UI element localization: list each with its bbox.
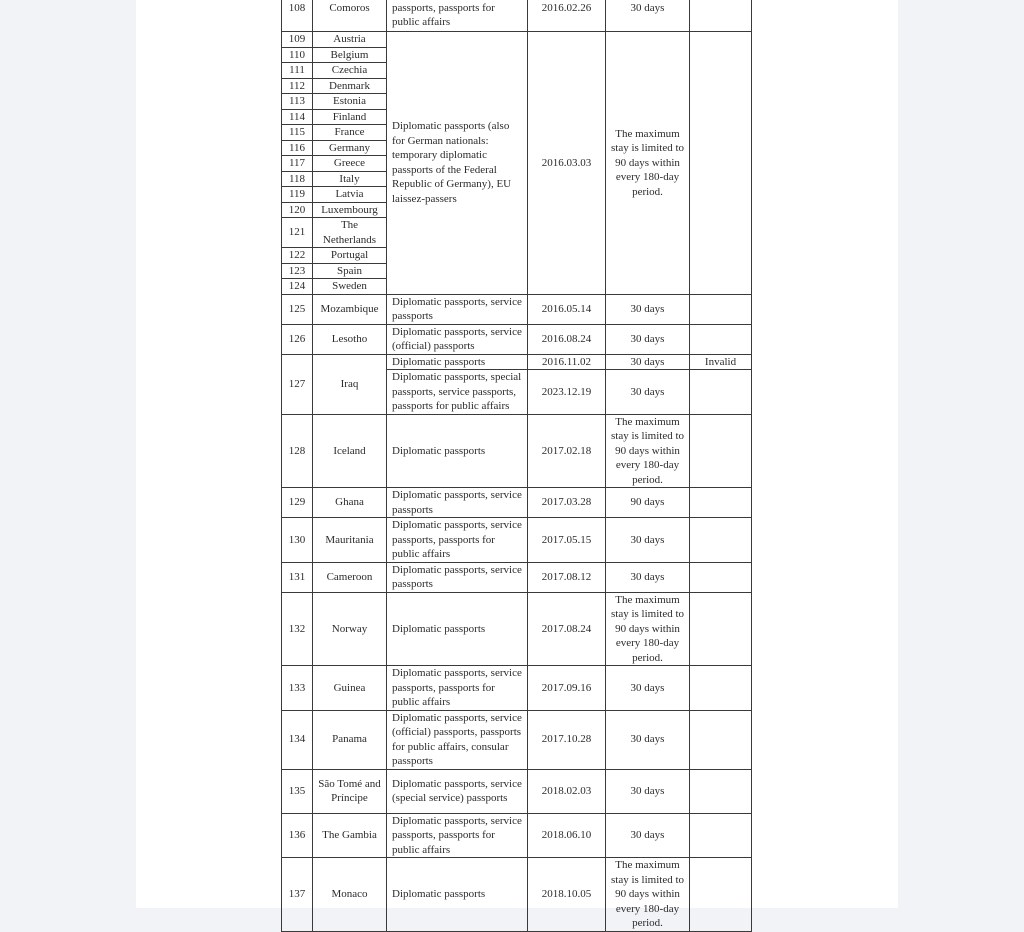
- row-number: 124: [282, 279, 313, 295]
- passport-types: Diplomatic passports, service passports: [387, 294, 528, 324]
- table-row: [282, 488, 752, 518]
- stay-duration: 30 days: [606, 0, 690, 32]
- visa-exemption-table: [281, 0, 752, 932]
- remarks: [690, 518, 752, 563]
- effective-date: 2017.05.15: [528, 518, 606, 563]
- passport-types: passports, passports for public affairs: [387, 0, 528, 32]
- passport-types: Diplomatic passports, service (special service) passports: [387, 769, 528, 813]
- passport-types: Diplomatic passports, service (official) passports, passports for public affairs, consular passports: [387, 710, 528, 769]
- table-row: [282, 32, 752, 48]
- country-name: The Gambia: [313, 813, 387, 858]
- passport-types: Diplomatic passports, service passports: [387, 488, 528, 518]
- remarks: [690, 813, 752, 858]
- stay-duration: 30 days: [606, 354, 690, 370]
- row-number: 113: [282, 94, 313, 110]
- passport-types: Diplomatic passports, service passports: [387, 562, 528, 592]
- table-row: [282, 0, 752, 32]
- row-number: 136: [282, 813, 313, 858]
- stay-duration: 30 days: [606, 324, 690, 354]
- effective-date: 2017.08.24: [528, 592, 606, 666]
- table-row: [282, 294, 752, 324]
- effective-date: 2018.10.05: [528, 858, 606, 932]
- row-number: 127: [282, 354, 313, 414]
- country-name: Spain: [313, 263, 387, 279]
- document-page: [136, 0, 898, 929]
- country-name: Mauritania: [313, 518, 387, 563]
- remarks: [690, 488, 752, 518]
- table-row: [282, 769, 752, 813]
- row-number: 114: [282, 109, 313, 125]
- passport-types: Diplomatic passports, service passports, passports for public affairs: [387, 813, 528, 858]
- country-name: Germany: [313, 140, 387, 156]
- country-name: Latvia: [313, 187, 387, 203]
- remarks: Invalid: [690, 354, 752, 370]
- effective-date: 2018.02.03: [528, 769, 606, 813]
- country-name: Norway: [313, 592, 387, 666]
- row-number: 109: [282, 32, 313, 48]
- passport-types: Diplomatic passports (also for German nationals: temporary diplomatic passports of the Federal Republic of Germany), EU laissez-passers: [387, 32, 528, 295]
- remarks: [690, 370, 752, 415]
- stay-duration: The maximum stay is limited to 90 days within every 180-day period.: [606, 32, 690, 295]
- effective-date: 2016.05.14: [528, 294, 606, 324]
- country-name: Panama: [313, 710, 387, 769]
- table-row: [282, 592, 752, 666]
- country-name: Iraq: [313, 354, 387, 414]
- country-name: Czechia: [313, 63, 387, 79]
- row-number: 117: [282, 156, 313, 172]
- passport-types: Diplomatic passports: [387, 592, 528, 666]
- row-number: 119: [282, 187, 313, 203]
- row-number: 137: [282, 858, 313, 932]
- passport-types: Diplomatic passports: [387, 414, 528, 488]
- stay-duration: 30 days: [606, 666, 690, 711]
- row-number: 125: [282, 294, 313, 324]
- row-number: 121: [282, 218, 313, 248]
- row-number: 111: [282, 63, 313, 79]
- stay-duration: The maximum stay is limited to 90 days within every 180-day period.: [606, 858, 690, 932]
- passport-types: Diplomatic passports, special passports, service passports, passports for public affairs: [387, 370, 528, 415]
- table-row: [282, 710, 752, 769]
- stay-duration: 30 days: [606, 518, 690, 563]
- effective-date: 2018.06.10: [528, 813, 606, 858]
- table-row: [282, 324, 752, 354]
- passport-types: Diplomatic passports, service passports, passports for public affairs: [387, 518, 528, 563]
- country-name: Greece: [313, 156, 387, 172]
- country-name: Lesotho: [313, 324, 387, 354]
- effective-date: 2016.02.26: [528, 0, 606, 32]
- stay-duration: The maximum stay is limited to 90 days within every 180-day period.: [606, 592, 690, 666]
- table-row: [282, 518, 752, 563]
- country-name: The Netherlands: [313, 218, 387, 248]
- country-name: Luxembourg: [313, 202, 387, 218]
- remarks: [690, 710, 752, 769]
- country-name: Sweden: [313, 279, 387, 295]
- remarks: [690, 0, 752, 32]
- country-name: Denmark: [313, 78, 387, 94]
- effective-date: 2016.11.02: [528, 354, 606, 370]
- country-name: Monaco: [313, 858, 387, 932]
- row-number: 129: [282, 488, 313, 518]
- row-number: 133: [282, 666, 313, 711]
- stay-duration: 30 days: [606, 710, 690, 769]
- stay-duration: 30 days: [606, 562, 690, 592]
- effective-date: 2017.09.16: [528, 666, 606, 711]
- country-name: Guinea: [313, 666, 387, 711]
- remarks: [690, 562, 752, 592]
- remarks: [690, 294, 752, 324]
- passport-types: Diplomatic passports: [387, 354, 528, 370]
- remarks: [690, 769, 752, 813]
- country-name: Italy: [313, 171, 387, 187]
- country-name: Iceland: [313, 414, 387, 488]
- remarks: [690, 592, 752, 666]
- row-number: 122: [282, 248, 313, 264]
- row-number: 116: [282, 140, 313, 156]
- country-name: Austria: [313, 32, 387, 48]
- country-name: São Tomé and Príncipe: [313, 769, 387, 813]
- country-name: Mozambique: [313, 294, 387, 324]
- row-number: 115: [282, 125, 313, 141]
- passport-types: Diplomatic passports: [387, 858, 528, 932]
- row-number: 131: [282, 562, 313, 592]
- passport-types: Diplomatic passports, service (official) passports: [387, 324, 528, 354]
- row-number: 134: [282, 710, 313, 769]
- passport-types: Diplomatic passports, service passports, passports for public affairs: [387, 666, 528, 711]
- country-name: Cameroon: [313, 562, 387, 592]
- country-name: Comoros: [313, 0, 387, 32]
- effective-date: 2016.08.24: [528, 324, 606, 354]
- country-name: Portugal: [313, 248, 387, 264]
- row-number: 112: [282, 78, 313, 94]
- stay-duration: 30 days: [606, 370, 690, 415]
- row-number: 128: [282, 414, 313, 488]
- stay-duration: 30 days: [606, 769, 690, 813]
- stay-duration: 30 days: [606, 813, 690, 858]
- table-row: [282, 813, 752, 858]
- row-number: 118: [282, 171, 313, 187]
- effective-date: 2017.02.18: [528, 414, 606, 488]
- remarks: [690, 414, 752, 488]
- row-number: 123: [282, 263, 313, 279]
- table-row: [282, 414, 752, 488]
- country-name: France: [313, 125, 387, 141]
- row-number: 120: [282, 202, 313, 218]
- row-number: 130: [282, 518, 313, 563]
- remarks: [690, 324, 752, 354]
- row-number: 108: [282, 0, 313, 32]
- table-row: [282, 562, 752, 592]
- country-name: Ghana: [313, 488, 387, 518]
- row-number: 110: [282, 47, 313, 63]
- country-name: Belgium: [313, 47, 387, 63]
- remarks: [690, 32, 752, 295]
- effective-date: 2023.12.19: [528, 370, 606, 415]
- effective-date: 2017.10.28: [528, 710, 606, 769]
- table-row: [282, 858, 752, 932]
- row-number: 132: [282, 592, 313, 666]
- country-name: Estonia: [313, 94, 387, 110]
- table-row: [282, 666, 752, 711]
- stay-duration: 30 days: [606, 294, 690, 324]
- row-number: 126: [282, 324, 313, 354]
- row-number: 135: [282, 769, 313, 813]
- remarks: [690, 858, 752, 932]
- stay-duration: 90 days: [606, 488, 690, 518]
- effective-date: 2017.08.12: [528, 562, 606, 592]
- stay-duration: The maximum stay is limited to 90 days within every 180-day period.: [606, 414, 690, 488]
- effective-date: 2017.03.28: [528, 488, 606, 518]
- country-name: Finland: [313, 109, 387, 125]
- table-row: [282, 354, 752, 370]
- effective-date: 2016.03.03: [528, 32, 606, 295]
- remarks: [690, 666, 752, 711]
